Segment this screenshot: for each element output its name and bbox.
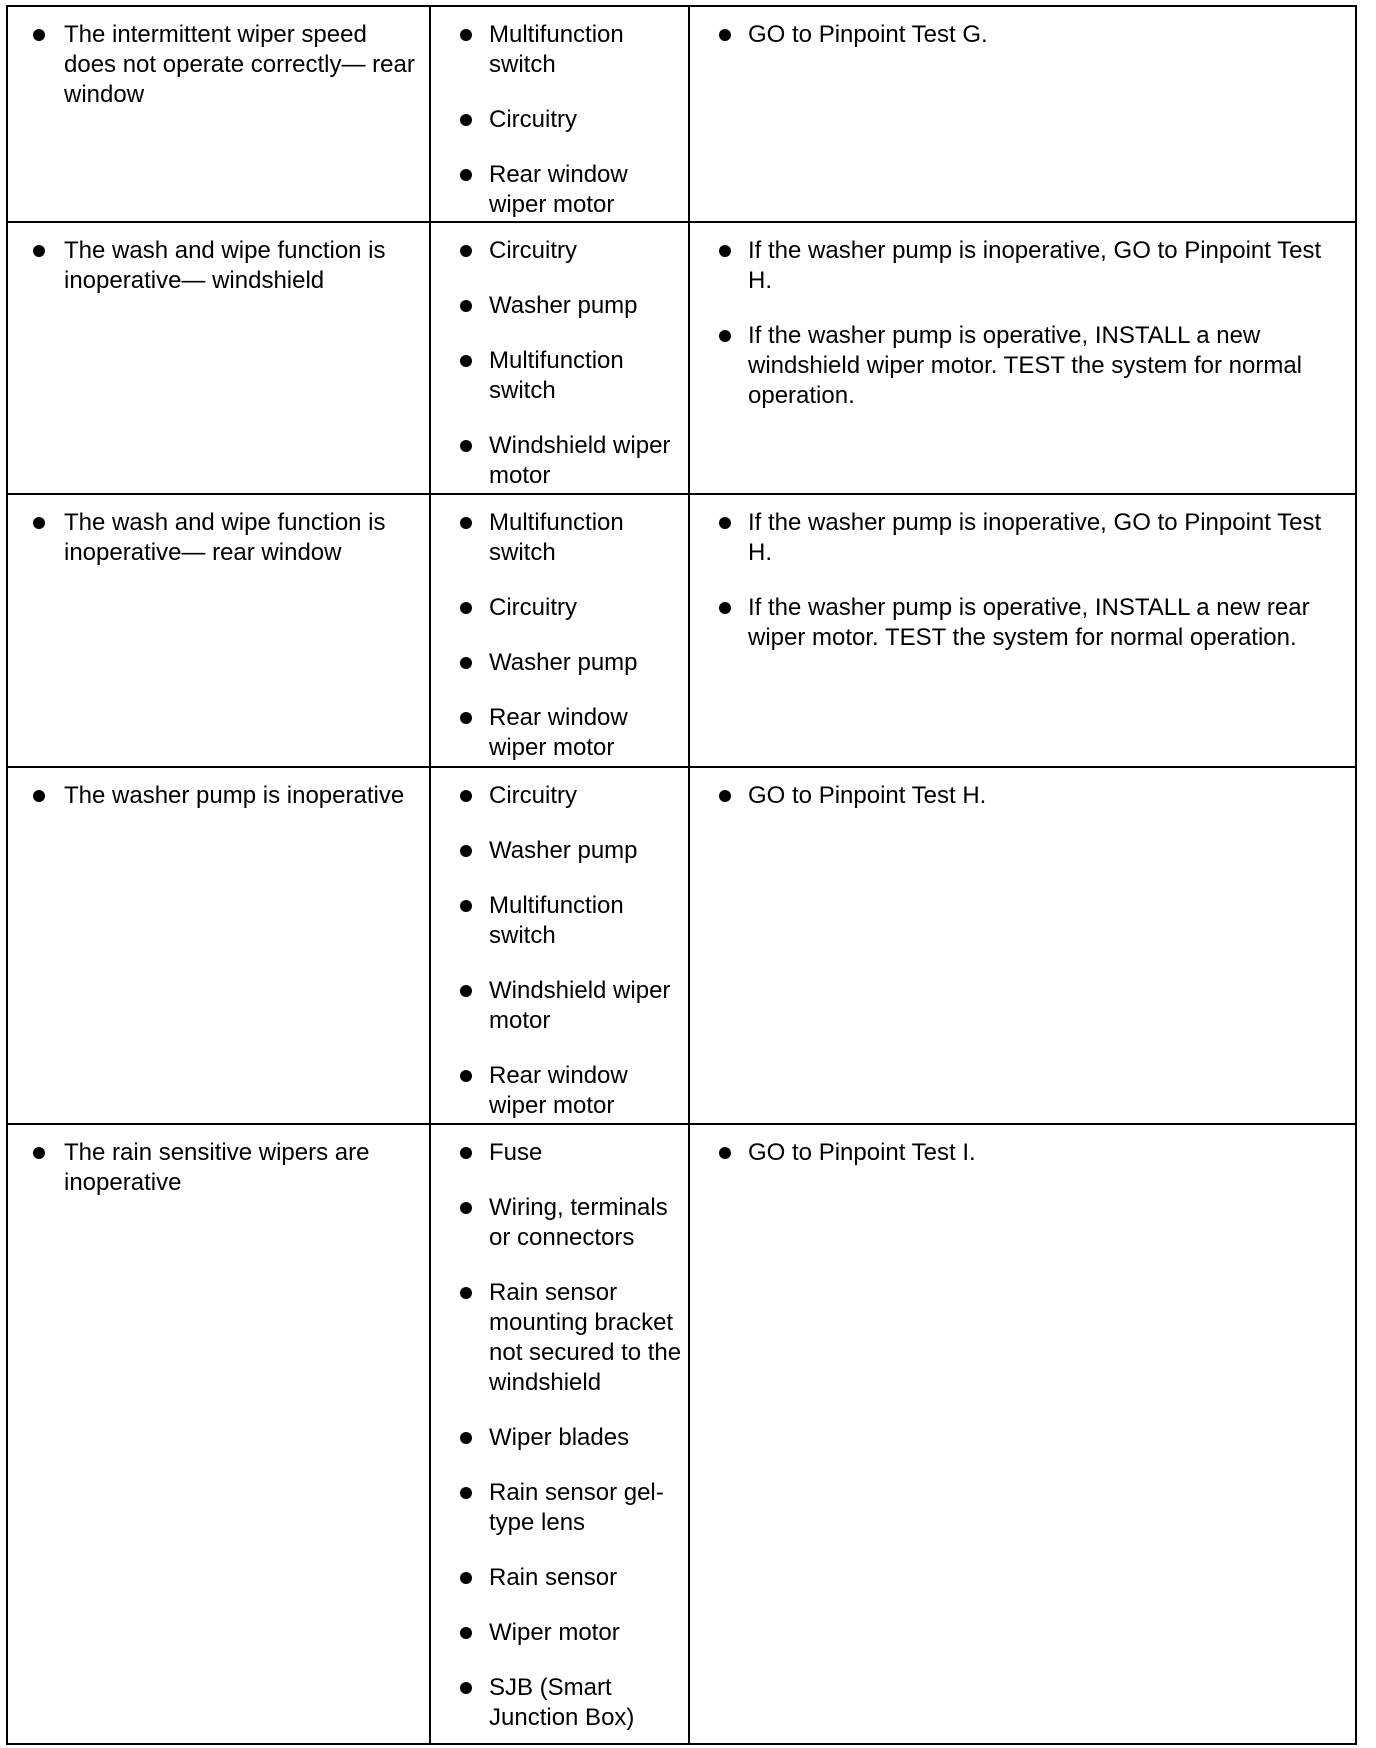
table-row [7,1124,1356,1744]
source-item: Multifunction switch [489,346,682,406]
condition-item: The intermittent wiper speed does not operate correctly— rear window [64,20,423,110]
diagnostic-chart [6,5,1355,1743]
action-cell [689,222,1356,494]
action-item: If the washer pump is operative, INSTALL a new rear wiper motor. TEST the system for normal operation. [748,593,1343,653]
source-item: Washer pump [489,291,682,321]
action-cell [689,1124,1356,1744]
source-item: SJB (Smart Junction Box) [489,1673,682,1733]
source-item: Washer pump [489,836,682,866]
possible-source-cell [430,494,689,767]
source-item: Circuitry [489,781,682,811]
condition-cell [7,6,430,222]
possible-source-cell [430,767,689,1124]
source-item: Wiring, terminals or connectors [489,1193,682,1253]
source-item: Rain sensor [489,1563,682,1593]
action-cell [689,494,1356,767]
source-item: Windshield wiper motor [489,431,682,491]
possible-source-cell [430,222,689,494]
possible-source-cell [430,6,689,222]
action-item: GO to Pinpoint Test G. [748,20,1343,50]
condition-cell [7,494,430,767]
source-item: Circuitry [489,236,682,266]
source-item: Wiper blades [489,1423,682,1453]
source-item: Wiper motor [489,1618,682,1648]
source-item: Rear window wiper motor [489,160,682,220]
source-item: Fuse [489,1138,682,1168]
table-row [7,494,1356,767]
condition-cell [7,222,430,494]
action-item: If the washer pump is inoperative, GO to Pinpoint Test H. [748,508,1343,568]
source-item: Multifunction switch [489,20,682,80]
source-item: Circuitry [489,105,682,135]
condition-item: The rain sensitive wipers are inoperative [64,1138,423,1198]
source-item: Windshield wiper motor [489,976,682,1036]
condition-item: The washer pump is inoperative [64,781,423,811]
symptom-chart-table [6,5,1357,1745]
table-row [7,6,1356,222]
condition-cell [7,767,430,1124]
condition-cell [7,1124,430,1744]
action-item: GO to Pinpoint Test I. [748,1138,1343,1168]
condition-item: The wash and wipe function is inoperative— rear window [64,508,423,568]
source-item: Rear window wiper motor [489,703,682,763]
source-item: Multifunction switch [489,508,682,568]
possible-source-cell [430,1124,689,1744]
action-item: If the washer pump is inoperative, GO to Pinpoint Test H. [748,236,1343,296]
table-row [7,222,1356,494]
source-item: Multifunction switch [489,891,682,951]
action-cell [689,767,1356,1124]
action-item: If the washer pump is operative, INSTALL a new windshield wiper motor. TEST the system for normal operation. [748,321,1343,411]
source-item: Washer pump [489,648,682,678]
action-cell [689,6,1356,222]
action-item: GO to Pinpoint Test H. [748,781,1343,811]
source-item: Circuitry [489,593,682,623]
condition-item: The wash and wipe function is inoperative— windshield [64,236,423,296]
source-item: Rain sensor gel-type lens [489,1478,682,1538]
source-item: Rear window wiper motor [489,1061,682,1121]
table-row [7,767,1356,1124]
source-item: Rain sensor mounting bracket not secured to the windshield [489,1279,682,1396]
